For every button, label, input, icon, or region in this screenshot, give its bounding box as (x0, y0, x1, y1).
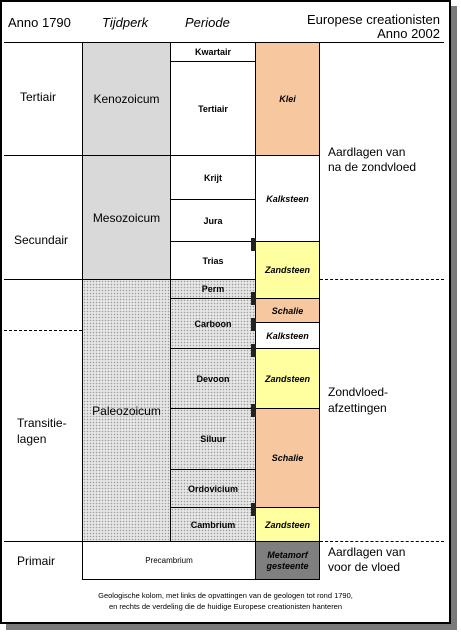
period-kwartair: Kwartair (170, 42, 256, 62)
label-transitie-line1: Transitie- (17, 416, 67, 430)
boundary-marker (251, 404, 256, 417)
dashed-separator-right-1 (320, 279, 444, 280)
period-carboon: Carboon (170, 298, 256, 349)
right-label-na-zondvloed-2: na de zondvloed (328, 160, 417, 174)
era-paleozoicum: Paleozoicum (82, 279, 171, 542)
period-tertiair: Tertiair (170, 61, 256, 156)
right-label-zondvloed-1: Zondvloed- (328, 385, 389, 399)
header-creationists-line1: Europese creationisten (307, 12, 440, 27)
rock-schalie-1: Schalie (255, 298, 320, 323)
header-anno-1790: Anno 1790 (8, 15, 71, 30)
rock-zandsteen-1: Zandsteen (255, 241, 320, 299)
period-devoon: Devoon (170, 348, 256, 409)
boundary-marker (251, 503, 256, 516)
period-cambrium: Cambrium (170, 507, 256, 542)
boundary-marker (251, 292, 256, 305)
label-transitie-line2: lagen (17, 432, 47, 446)
boundary-marker (251, 238, 256, 251)
label-primair: Primair (17, 554, 55, 568)
period-perm: Perm (170, 279, 256, 299)
right-label-voor-vloed-2: voor de vloed (328, 560, 401, 574)
right-label-na-zondvloed-1: Aardlagen van (328, 145, 406, 159)
separator-transitie-primair (4, 541, 82, 542)
period-krijt: Krijt (170, 155, 256, 200)
period-jura: Jura (170, 199, 256, 242)
caption-line1: Geologische kolom, met links de opvattingen van de geologen tot rond 1790, (98, 591, 353, 600)
separator-tertiair-secundair (4, 155, 82, 156)
era-mesozoicum: Mesozoicum (82, 155, 171, 280)
period-precambrium: Precambrium (82, 541, 256, 580)
right-label-voor-vloed-1: Aardlagen van (328, 545, 406, 559)
period-trias: Trias (170, 241, 256, 280)
rock-metamorf-gesteente: Metamorf gesteente (255, 541, 320, 580)
rock-kalksteen-2: Kalksteen (255, 322, 320, 349)
rock-zandsteen-2: Zandsteen (255, 348, 320, 409)
dashed-separator-left (4, 330, 82, 331)
boundary-marker (251, 344, 256, 357)
label-secundair: Secundair (14, 233, 69, 247)
header-periode: Periode (185, 15, 230, 30)
dashed-separator-right-2 (320, 541, 444, 542)
header-tijdperk: Tijdperk (102, 15, 149, 30)
era-kenozoicum: Kenozoicum (82, 42, 171, 156)
caption-line2: en rechts de verdeling die de huidige Europese creationisten hanteren (108, 602, 343, 611)
rock-zandsteen-3: Zandsteen (255, 507, 320, 542)
period-ordovicium: Ordovicium (170, 469, 256, 508)
period-siluur: Siluur (170, 408, 256, 470)
rock-kalksteen-1: Kalksteen (255, 155, 320, 242)
rock-schalie-2: Schalie (255, 408, 320, 508)
separator-secundair-transitie (4, 279, 82, 280)
right-label-zondvloed-2: afzettingen (328, 401, 387, 415)
boundary-marker (251, 318, 256, 331)
header-creationists-line2: Anno 2002 (377, 26, 440, 41)
rock-klei: Klei (255, 42, 320, 156)
label-tertiair: Tertiair (20, 90, 57, 104)
